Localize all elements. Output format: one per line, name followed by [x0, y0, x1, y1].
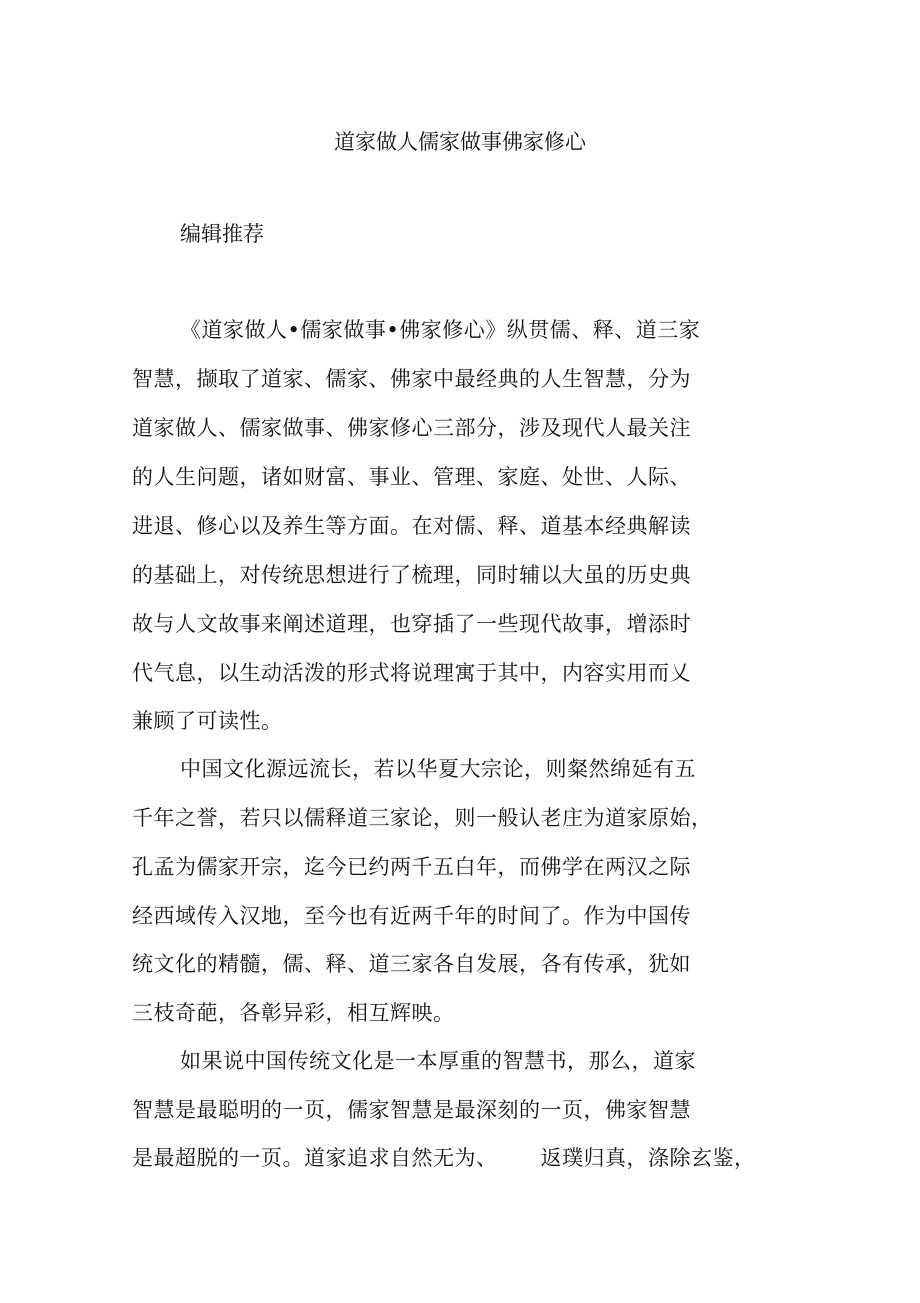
paragraph-line: 《道家做人•儒家做事•佛家修心》纵贯儒、释、道三家 — [180, 318, 701, 342]
paragraph-line: 兼顾了可读性。 — [132, 709, 283, 733]
paragraph-line: 如果说中国传统文化是一本厚重的智慧书，那么，道家 — [180, 1049, 696, 1073]
paragraph-line: 道家做人、儒家做事、佛家修心三部分，涉及现代人最关注 — [132, 416, 691, 440]
paragraph-line: 是最超脱的一页。道家追求自然无为、 返璞归真，涤除玄鉴， — [132, 1146, 756, 1170]
section-heading: 编辑推荐 — [180, 222, 264, 246]
paragraph-line: 代气息，以生动活泼的形式将说理寓于其中，内容实用而乂 — [132, 661, 691, 685]
document-title: 道家做人儒家做事佛家修心 — [334, 130, 586, 154]
paragraph-line: 故与人文故事来阐述道理，也穿插了一些现代故事，增添时 — [132, 612, 691, 636]
paragraph-line: 千年之誉，若只以儒释道三家论，则一般认老庄为道家原始， — [132, 806, 713, 830]
paragraph-line: 智慧，撷取了道家、儒家、佛家中最经典的人生智慧，分为 — [132, 367, 691, 391]
paragraph-line: 孔孟为儒家开宗，迄今已约两千五白年，而佛学在两汉之际 — [132, 855, 691, 879]
paragraph-line: 中国文化源远流长，若以华夏大宗论，则粲然绵延有五 — [180, 757, 696, 781]
paragraph-line: 的人生问题，诸如财富、事业、管理、家庭、处世、人际、 — [132, 465, 691, 489]
paragraph-line: 经西域传入汉地，至今也有近两千年的时间了。作为中国传 — [132, 904, 691, 928]
paragraph-line: 三枝奇葩，各彰异彩，相互辉映。 — [132, 1001, 455, 1025]
paragraph-line: 智慧是最聪明的一页，儒家智慧是最深刻的一页，佛家智慧 — [132, 1098, 691, 1122]
paragraph-line: 进退、修心以及养生等方面。在对儒、释、道基本经典解读 — [132, 514, 691, 538]
paragraph-line: 的基础上，对传统思想进行了梳理，同时辅以大虽的历史典 — [132, 563, 691, 587]
paragraph-line: 统文化的精髓，儒、释、道三家各自发展，各有传承，犹如 — [132, 952, 691, 976]
